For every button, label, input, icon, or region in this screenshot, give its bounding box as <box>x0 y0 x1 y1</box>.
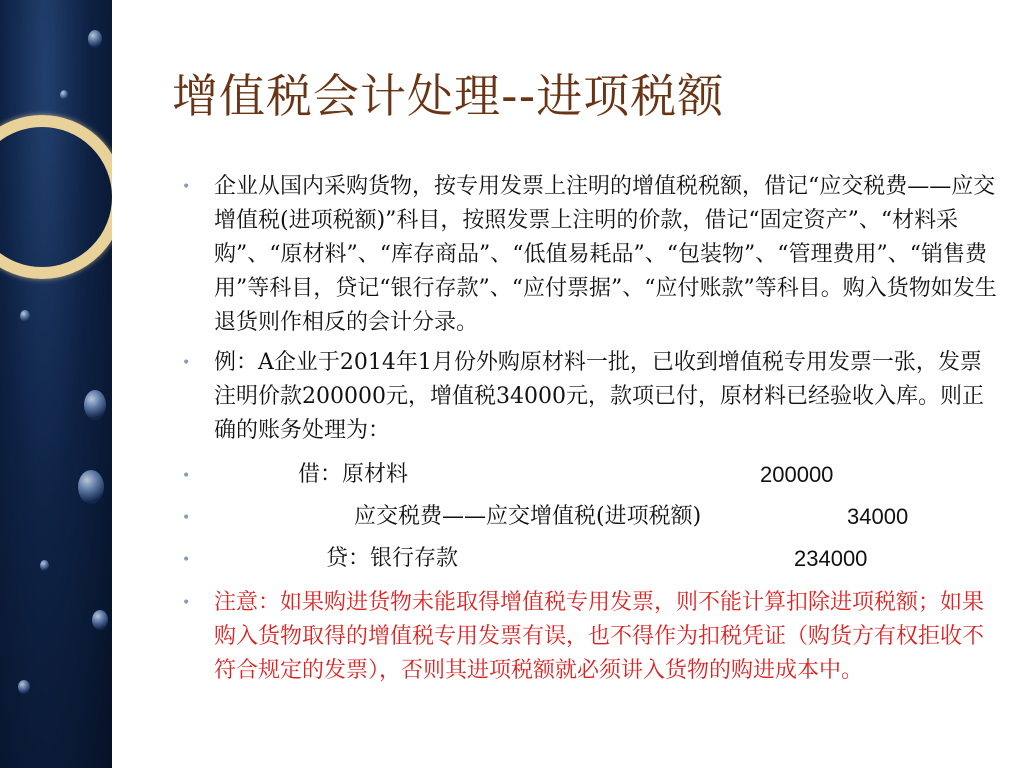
entry-amount: 234000 <box>794 546 868 571</box>
water-drop-decoration <box>40 560 49 571</box>
journal-entry-credit-bank <box>182 538 1002 580</box>
entry-amount: 34000 <box>847 504 909 529</box>
bullet-icon: • <box>182 468 191 484</box>
entry-label: 借：原材料 <box>298 462 409 487</box>
bullet-icon: • <box>182 595 191 611</box>
entry-amount: 200000 <box>760 462 834 487</box>
water-drop-decoration <box>78 470 104 504</box>
journal-entry-debit-tax <box>182 496 1002 538</box>
gold-ring-decoration <box>0 115 112 279</box>
note-text: 注意：如果购进货物未能取得增值税专用发票，则不能计算扣除进项税额；如果购入货物取得的增值税专用发票有误，也不得作为扣税凭证（购货方有权拒收不符合规定的发票），否则其进项税额就必须讲入货物的购进成本中。 <box>214 590 985 683</box>
slide-body <box>182 170 1002 688</box>
bullet-icon: • <box>182 552 191 568</box>
entry-label: 贷：银行存款 <box>326 546 459 571</box>
water-drop-decoration <box>20 310 30 322</box>
bullet-icon: • <box>182 179 191 195</box>
water-drop-decoration <box>60 90 68 100</box>
paragraph-text: 企业从国内采购货物，按专用发票上注明的增值税税额，借记“应交税费——应交增值税(进项税额)”科目，按照发票上注明的价款，借记“固定资产”、“材料采购”、“原材料”、“库存商品”、“低值易耗品”、“包装物”、“管理费用”、“销售费用”等科目，贷记“银行存款”、“应付票据”、“应付账款”等科目。购入货物如发生退货则作相反的会计分录。 <box>214 174 997 335</box>
water-drop-decoration <box>84 390 106 420</box>
entry-label: 应交税费——应交增值税(进项税额) <box>354 504 702 529</box>
slide-title: 增值税会计处理--进项税额 <box>172 69 725 123</box>
water-drop-decoration <box>92 610 108 630</box>
bullet-icon: • <box>182 510 191 526</box>
paragraph-text: 例：A企业于2014年1月份外购原材料一批，已收到增值税专用发票一张，发票注明价款200000元，增值税34000元，款项已付，原材料已经验收入库。则正确的账务处理为： <box>214 350 984 443</box>
bullet-note-warning <box>182 586 1002 688</box>
bullet-icon: • <box>182 355 191 371</box>
water-drop-decoration <box>88 30 102 48</box>
bullet-paragraph-example <box>182 346 1002 448</box>
water-drop-decoration <box>18 680 30 694</box>
journal-entry-debit-materials <box>182 454 1002 496</box>
bullet-paragraph-purchase-rule <box>182 170 1002 340</box>
decorative-side-panel <box>0 0 112 768</box>
